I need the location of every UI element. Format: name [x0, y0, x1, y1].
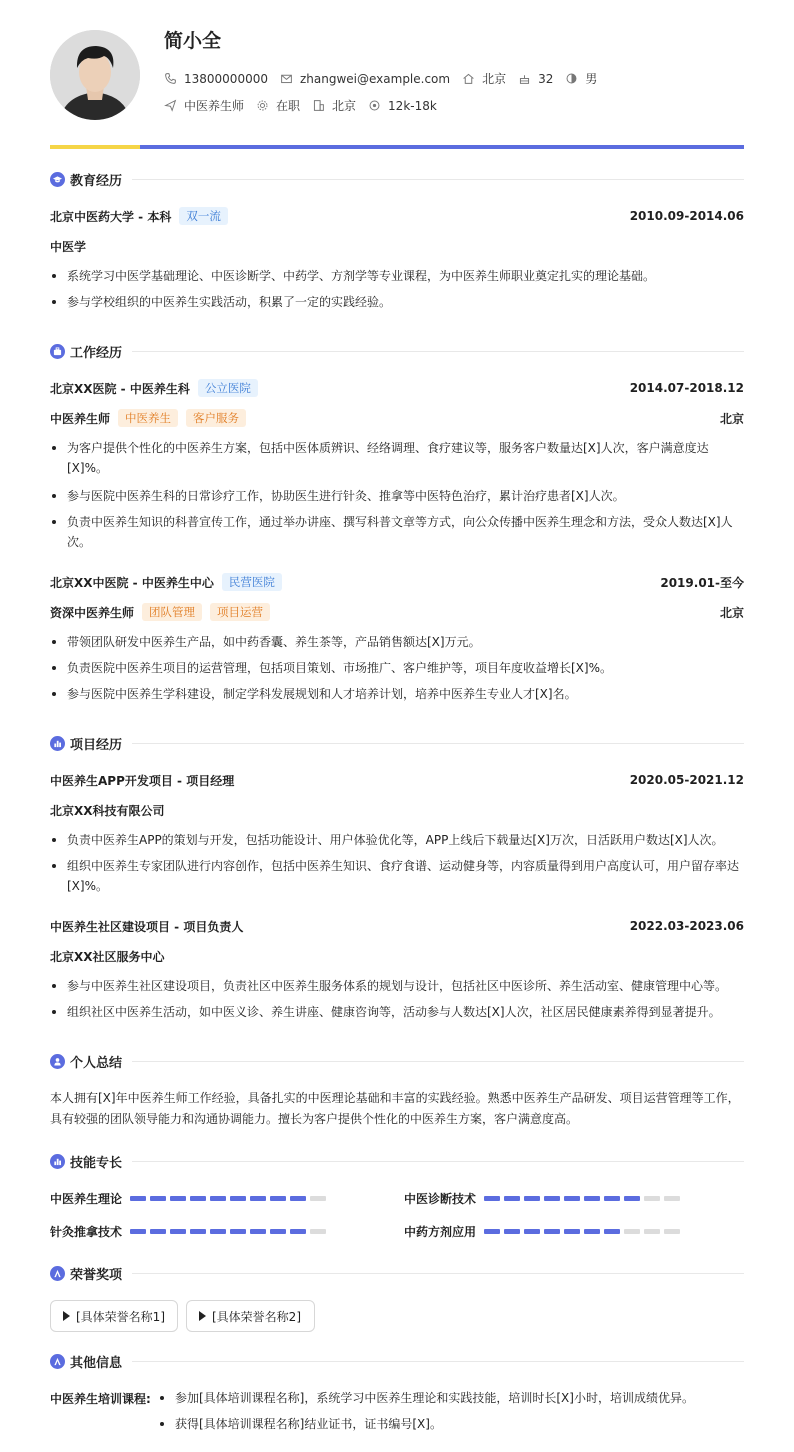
work-date: 2014.07-2018.12 — [629, 381, 744, 395]
role-tag: 客户服务 — [186, 409, 246, 427]
phone-item — [164, 72, 268, 86]
gender-item — [565, 70, 597, 87]
skill-level-segment — [484, 1196, 500, 1201]
list-item: 参与医院中医养生科的日常诊疗工作，协助医生进行针灸、推拿等中医特色治疗，累计治疗患者[X]人次。 — [50, 486, 744, 506]
home-icon — [462, 72, 475, 85]
skill-level-segment — [150, 1196, 166, 1201]
section-other — [50, 1353, 744, 1369]
graduation-cap-icon — [50, 172, 65, 187]
honor-chip[interactable] — [50, 1300, 178, 1332]
section-divider — [132, 1361, 744, 1362]
project-date: 2022.03-2023.06 — [629, 919, 744, 933]
contact-row-1 — [164, 70, 609, 87]
cake-icon — [518, 72, 531, 85]
skill-level-segment — [170, 1196, 186, 1201]
section-divider — [132, 1161, 744, 1162]
skill-level-segment — [230, 1196, 246, 1201]
school-tag: 双一流 — [179, 207, 228, 225]
play-icon — [199, 1311, 206, 1321]
play-icon — [63, 1311, 70, 1321]
skill-level-segment — [524, 1229, 540, 1234]
section-projects — [50, 735, 744, 751]
skill-level-segment — [564, 1229, 580, 1234]
skill-level-segment — [584, 1196, 600, 1201]
status-item — [256, 97, 300, 114]
building-icon — [312, 99, 325, 112]
skill-level-segment — [544, 1196, 560, 1201]
skill-level-segment — [250, 1196, 266, 1201]
work-role-row — [50, 408, 744, 428]
phone-text: 13800000000 — [184, 71, 268, 86]
skill-level-segment — [664, 1229, 680, 1234]
user-icon — [50, 1054, 65, 1069]
work-header — [50, 378, 744, 398]
honor-chip[interactable] — [186, 1300, 315, 1332]
list-item: 带领团队研发中医养生产品，如中药香囊、养生茶等，产品销售额达[X]万元。 — [50, 632, 744, 652]
send-icon — [164, 99, 177, 112]
work-city-text: 北京 — [332, 99, 357, 113]
skill-level-segment — [564, 1196, 580, 1201]
skill-level-segment — [130, 1229, 146, 1234]
bar-chart-icon — [50, 736, 65, 751]
list-item — [50, 512, 744, 552]
skill-name: 中药方剂应用 — [404, 1225, 477, 1239]
list-item: 参与医院中医养生学科建设，制定学科发展规划和人才培养计划，培养中医养生专业人才[X]名。 — [50, 684, 744, 704]
work-role-row — [50, 602, 744, 622]
skill-level-segment — [624, 1196, 640, 1201]
skill-item — [404, 1223, 684, 1240]
skill-meter — [130, 1229, 330, 1234]
age-text: 32 — [538, 71, 554, 86]
skill-level-segment — [190, 1229, 206, 1234]
city-text: 北京 — [482, 72, 507, 86]
company-tag: 公立医院 — [198, 379, 258, 397]
project-org-row — [50, 946, 744, 966]
briefcase-icon — [50, 344, 65, 359]
section-honors — [50, 1265, 744, 1281]
skill-level-segment — [544, 1229, 560, 1234]
skill-name: 针灸推拿技术 — [50, 1225, 123, 1239]
skill-level-segment — [250, 1229, 266, 1234]
role-tag: 中医养生 — [118, 409, 178, 427]
resume-header — [50, 30, 744, 130]
skill-level-segment — [524, 1196, 540, 1201]
project-org-row — [50, 800, 744, 820]
bullet-text: 组织中医养生专家团队进行内容创作，包括中医养生知识、食疗食谱、运动健身等，内容质量得到用户高度认可，用户留存率达 — [67, 859, 740, 873]
bullet-text: 负责中医养生知识的科普宣传工作，通过举办讲座、撰写科普文章等方式，向公众传播中医养生理念和方法，受众人数达[X]人 — [67, 515, 733, 529]
skill-level-segment — [130, 1196, 146, 1201]
role-name: 中医养生师 — [50, 411, 111, 426]
honor-label: [具体荣誉名称2] — [212, 1309, 301, 1324]
section-title: 技能专长 — [70, 1155, 123, 1171]
gender-text: 男 — [585, 72, 598, 86]
education-major-row — [50, 236, 744, 256]
bullet-text: [X]%。 — [67, 879, 108, 893]
city-item — [462, 70, 506, 87]
skill-level-segment — [270, 1229, 286, 1234]
skill-meter — [484, 1196, 684, 1201]
skill-level-segment — [210, 1196, 226, 1201]
skill-level-segment — [290, 1229, 306, 1234]
list-item: 参加[具体培训课程名称]，系统学习中医养生理论和实践技能，培训时长[X]小时，培训成绩优异。 — [158, 1388, 744, 1408]
section-title: 项目经历 — [70, 737, 123, 753]
email-item — [280, 72, 450, 86]
skill-item — [50, 1190, 330, 1207]
skill-name: 中医养生理论 — [50, 1192, 123, 1206]
summary-line: 具有较强的团队领导能力和沟通协调能力。擅长为客户提供个性化的中医养生方案，客户满意度高。 — [50, 1112, 579, 1126]
skill-meter — [130, 1196, 330, 1201]
project-header — [50, 916, 744, 936]
work-header — [50, 572, 744, 592]
age-item — [518, 72, 553, 86]
list-item: 参与中医养生社区建设项目，负责社区中医养生服务体系的规划与设计，包括社区中医诊所、养生活动室、健康管理中心等。 — [50, 976, 744, 996]
company-tag: 民营医院 — [222, 573, 282, 591]
work-city: 北京 — [719, 411, 744, 426]
honor-label: [具体荣誉名称1] — [76, 1309, 165, 1324]
company-name: 北京XX医院 - 中医养生科 — [50, 381, 190, 396]
skill-level-segment — [484, 1229, 500, 1234]
summary-line: 本人拥有[X]年中医养生师工作经验，具备扎实的中医理论基础和丰富的实践经验。熟悉中医养生产品研发、项目运营管理等工作， — [50, 1091, 740, 1105]
skill-item — [50, 1223, 330, 1240]
list-item: 负责中医养生APP的策划与开发，包括功能设计、用户体验优化等，APP上线后下载量达[X]万次，日活跃用户数达[X]人次。 — [50, 830, 744, 850]
section-title: 工作经历 — [70, 345, 123, 361]
work-city: 北京 — [719, 605, 744, 620]
list-item: 组织社区中医养生活动，如中医义诊、养生讲座、健康咨询等，活动参与人数达[X]人次，社区居民健康素养得到显著提升。 — [50, 1002, 744, 1022]
skill-level-segment — [170, 1229, 186, 1234]
section-title: 个人总结 — [70, 1055, 123, 1071]
section-title: 荣誉奖项 — [70, 1267, 123, 1283]
skill-level-segment — [150, 1229, 166, 1234]
section-work — [50, 343, 744, 359]
skill-level-segment — [230, 1229, 246, 1234]
bullet-text: 次。 — [67, 535, 92, 549]
skill-level-segment — [190, 1196, 206, 1201]
award-icon — [50, 1266, 65, 1281]
section-skills — [50, 1153, 744, 1169]
mail-icon — [280, 72, 293, 85]
summary-text — [50, 1088, 744, 1130]
list-item: 参与学校组织的中医养生实践活动，积累了一定的实践经验。 — [50, 292, 744, 312]
skill-level-segment — [644, 1196, 660, 1201]
skill-level-segment — [644, 1229, 660, 1234]
status-text: 在职 — [276, 99, 301, 113]
section-title: 教育经历 — [70, 173, 123, 189]
section-divider — [132, 1061, 744, 1062]
project-title: 中医养生APP开发项目 - 项目经理 — [50, 773, 235, 788]
coin-icon — [368, 99, 381, 112]
section-summary — [50, 1053, 744, 1069]
role-tag: 项目运营 — [210, 603, 270, 621]
gear-icon — [256, 99, 269, 112]
education-header — [50, 206, 744, 226]
major: 中医学 — [50, 239, 87, 254]
list-item: 负责医院中医养生项目的运营管理，包括项目策划、市场推广、客户维护等，项目年度收益增长[X]%。 — [50, 658, 744, 678]
project-org: 北京XX科技有限公司 — [50, 803, 165, 818]
list-item: 获得[具体培训课程名称]结业证书，证书编号[X]。 — [158, 1414, 744, 1434]
bullet-text: 为客户提供个性化的中医养生方案，包括中医体质辨识、经络调理、食疗建议等，服务客户数量达[X]人次，客户满意度达 — [67, 441, 709, 455]
list-item: 系统学习中医学基础理论、中医诊断学、中药学、方剂学等专业课程，为中医养生师职业奠定扎实的理论基础。 — [50, 266, 744, 286]
skill-level-segment — [310, 1196, 326, 1201]
candidate-name: 简小全 — [164, 30, 222, 52]
education-date: 2010.09-2014.06 — [629, 209, 744, 223]
salary-item — [368, 99, 437, 113]
skill-level-segment — [504, 1229, 520, 1234]
skill-level-segment — [604, 1229, 620, 1234]
phone-icon — [164, 72, 177, 85]
project-header — [50, 770, 744, 790]
section-divider — [132, 179, 744, 180]
project-date: 2020.05-2021.12 — [629, 773, 744, 787]
header-divider — [50, 145, 744, 149]
award-icon — [50, 1354, 65, 1369]
gender-icon — [565, 72, 578, 85]
avatar — [50, 30, 140, 120]
skill-level-segment — [310, 1229, 326, 1234]
skill-name: 中医诊断技术 — [404, 1192, 477, 1206]
skill-level-segment — [270, 1196, 286, 1201]
bullet-text: [X]%。 — [67, 461, 108, 475]
skill-level-segment — [504, 1196, 520, 1201]
skill-level-segment — [664, 1196, 680, 1201]
list-item — [50, 438, 744, 478]
section-divider — [132, 1273, 744, 1274]
project-org: 北京XX社区服务中心 — [50, 949, 165, 964]
section-education — [50, 171, 744, 187]
skill-level-segment — [604, 1196, 620, 1201]
section-title: 其他信息 — [70, 1355, 123, 1371]
skill-level-segment — [584, 1229, 600, 1234]
salary-text: 12k-18k — [388, 98, 437, 113]
contact-row-2 — [164, 97, 449, 114]
skill-level-segment — [290, 1196, 306, 1201]
skill-meter — [484, 1229, 684, 1234]
work-date: 2019.01-至今 — [660, 575, 744, 590]
section-divider — [132, 743, 744, 744]
list-item — [50, 856, 744, 896]
skill-level-segment — [210, 1229, 226, 1234]
role-tag: 团队管理 — [142, 603, 202, 621]
skill-item — [404, 1190, 684, 1207]
section-divider — [132, 351, 744, 352]
school-name: 北京中医药大学 - 本科 — [50, 209, 172, 224]
company-name: 北京XX中医院 - 中医养生中心 — [50, 575, 214, 590]
work-city-item — [312, 97, 356, 114]
other-label: 中医养生培训课程: — [50, 1391, 151, 1406]
email-text: zhangwei@example.com — [299, 71, 451, 86]
role-name: 资深中医养生师 — [50, 605, 135, 620]
position-text: 中医养生师 — [184, 99, 245, 113]
bar-chart-icon — [50, 1154, 65, 1169]
project-title: 中医养生社区建设项目 - 项目负责人 — [50, 919, 244, 934]
position-item — [164, 97, 244, 114]
skill-level-segment — [624, 1229, 640, 1234]
